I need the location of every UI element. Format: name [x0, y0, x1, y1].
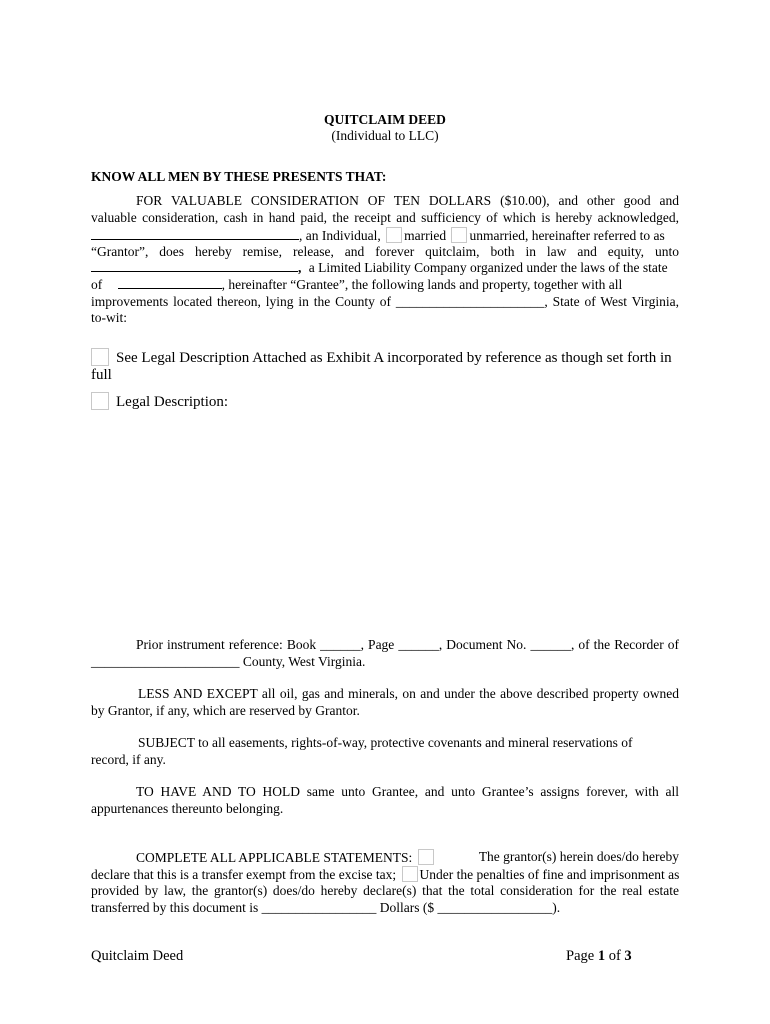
legal-description-checkbox[interactable]	[91, 392, 109, 410]
page-current: 1	[597, 948, 606, 964]
footer-page-number	[566, 947, 632, 965]
footer-doc-name: Quitclaim Deed	[91, 948, 184, 964]
subject-line2: record, if any.	[91, 752, 166, 767]
para1-line3	[91, 227, 679, 245]
married-label: married	[404, 228, 447, 243]
less-except-line2: by Grantor, if any, which are reserved by Grantor.	[91, 703, 360, 718]
unmarried-checkbox[interactable]	[451, 227, 467, 243]
exhibit-checkbox[interactable]	[91, 348, 109, 366]
legal-description-label: Legal Description:	[116, 394, 229, 410]
grantor-declare-text: The grantor(s) herein does/do hereby	[478, 849, 679, 864]
statements-line3: provided by law, the grantor(s) does/do hereby declare(s) that the total consideration for the real estate	[91, 883, 679, 898]
para1-line7: improvements located thereon, lying in the County of ______________________, State of West Virginia,	[91, 294, 679, 309]
penalties-text: Under the penalties of fine and imprisonment as	[419, 867, 680, 882]
intro-heading: KNOW ALL MEN BY THESE PRESENTS THAT:	[91, 169, 387, 184]
llc-text: a Limited Liability Company organized under the laws of the state	[308, 260, 668, 275]
state-blank[interactable]	[118, 277, 222, 289]
prior-line2: ______________________ County, West Virginia.	[91, 654, 366, 669]
page-prefix: Page	[566, 948, 598, 964]
para1-line8: to-wit:	[91, 310, 127, 325]
exhibit-option-line2: full	[91, 367, 112, 383]
grantor-name-blank[interactable]	[91, 228, 299, 240]
statements-line2	[91, 866, 679, 884]
unmarried-text: unmarried, hereinafter referred to as	[469, 228, 665, 243]
para1-line4: “Grantor”, does hereby remise, release, and forever quitclaim, both in law and equity, unto	[91, 244, 679, 259]
para1-line5	[91, 260, 679, 277]
grantee-name-blank[interactable]	[91, 260, 298, 272]
habendum-line1: TO HAVE AND TO HOLD same unto Grantee, and unto Grantee’s assigns forever, with all	[136, 784, 679, 799]
exhibit-option-line1: See Legal Description Attached as Exhibit A incorporated by reference as though set forth in	[116, 350, 672, 366]
of-text: of	[91, 277, 103, 292]
individual-text: , an Individual,	[299, 228, 381, 243]
exempt-text: declare that this is a transfer exempt from the excise tax;	[91, 867, 397, 882]
document-title: QUITCLAIM DEED	[324, 112, 446, 127]
page-total: 3	[624, 948, 632, 964]
document-subtitle: (Individual to LLC)	[331, 128, 439, 143]
grantee-text: , hereinafter “Grantee”, the following lands and property, together with all	[221, 277, 623, 292]
less-except-line1: LESS AND EXCEPT all oil, gas and minerals, on and under the above described property owned	[138, 686, 679, 701]
page-mid: of	[605, 948, 625, 964]
grantee-comma: ,	[298, 260, 302, 275]
para1-line2: valuable consideration, cash in hand paid, the receipt and sufficiency of which is hereby acknowledged,	[91, 210, 679, 225]
habendum-line2: appurtenances thereunto belonging.	[91, 801, 284, 816]
subject-line1: SUBJECT to all easements, rights-of-way, protective covenants and mineral reservations of	[138, 735, 633, 750]
statements-heading: COMPLETE ALL APPLICABLE STATEMENTS:	[136, 850, 413, 865]
para1-line6	[91, 277, 679, 294]
statements-line1	[91, 849, 679, 867]
exempt-checkbox[interactable]	[418, 849, 434, 865]
para1-line1: FOR VALUABLE CONSIDERATION OF TEN DOLLARS ($10.00), and other good and	[136, 193, 679, 208]
prior-line1: Prior instrument reference: Book ______, Page ______, Document No. ______, of the Recorder of	[136, 637, 679, 652]
statements-line4: transferred by this document is _________________ Dollars ($ _________________).	[91, 900, 561, 915]
penalties-checkbox[interactable]	[402, 866, 418, 882]
married-checkbox[interactable]	[386, 227, 402, 243]
